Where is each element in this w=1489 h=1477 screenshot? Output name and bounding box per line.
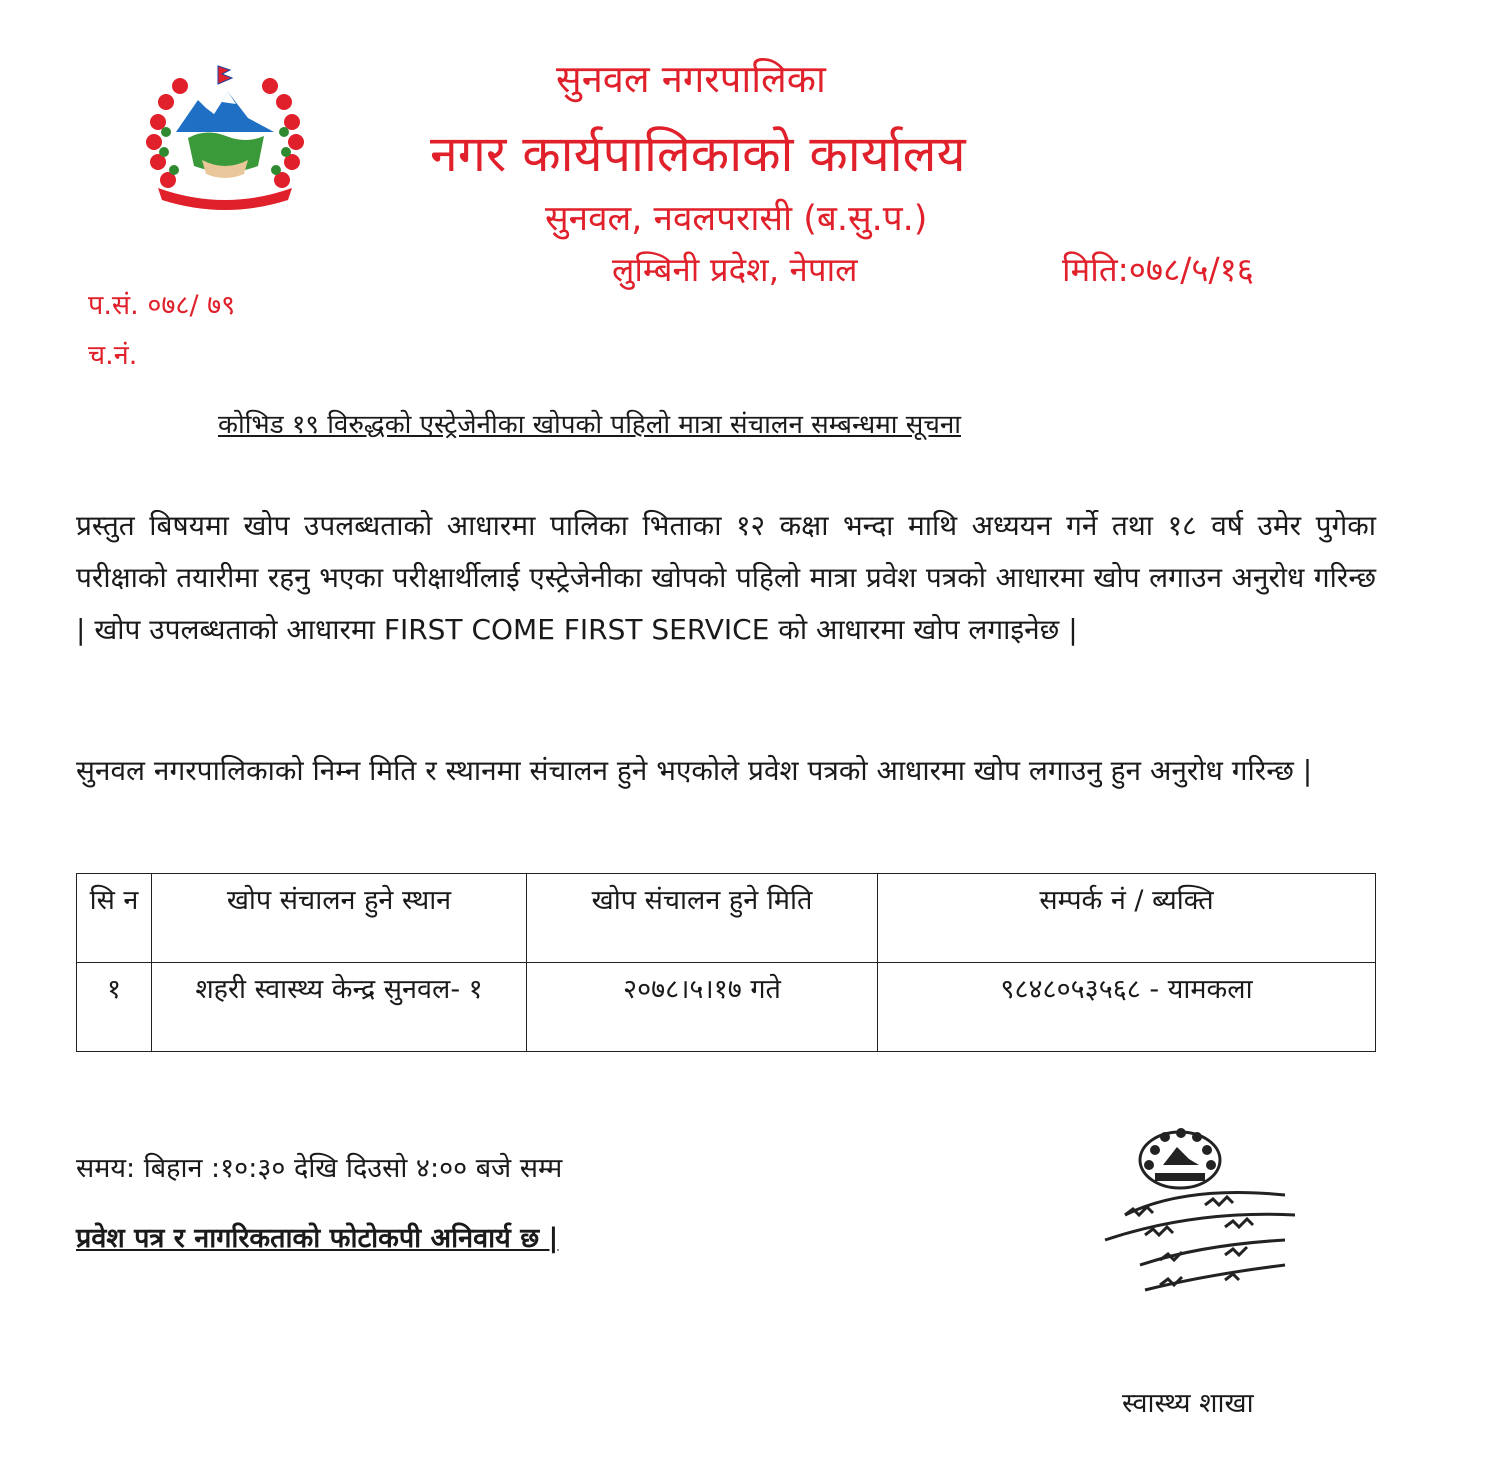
cell-location: शहरी स्वास्थ्य केन्द्र सुनवल- १ [152, 963, 527, 1052]
office-name: नगर कार्यपालिकाको कार्यालय [430, 125, 966, 183]
cell-date: २०७८।५।१७ गते [527, 963, 878, 1052]
notice-subject: कोभिड १९ विरुद्धको एस्ट्रेजेनीका खोपको पहिलो मात्रा संचालन सम्बन्धमा सूचना [218, 410, 961, 440]
office-stamp-icon [1085, 1115, 1315, 1325]
body-paragraph-2: सुनवल नगरपालिकाको निम्न मिति र स्थानमा संचालन हुने भएकोले प्रवेश पत्रको आधारमा खोप लगाउनु हुन अनुरोध गरिन्छ | [76, 754, 1313, 787]
table-row [77, 963, 1376, 1052]
body-paragraph-1: प्रस्तुत बिषयमा खोप उपलब्धताको आधारमा पालिका भिताका १२ कक्षा भन्दा माथि अध्ययन गर्ने तथा १८ वर्ष उमेर पुगेका परीक्षाको तयारीमा रहनु भएका परीक्षार्थीलाई एस्ट्रेजेनीका खोपको पहिलो मात्रा प्रवेश पत्रको आधारमा खोप लगाउन अनुरोध गरिन्छ | खोप उपलब्धताको आधारमा FIRST COME FIRST SERVICE को आधारमा खोप लगाइनेछ | [76, 509, 1376, 646]
header-location: खोप संचालन हुने स्थान [152, 874, 527, 963]
required-documents: प्रवेश पत्र र नागरिकताको फोटोकपी अनिवार्य छ | [76, 1223, 559, 1254]
office-address: सुनवल, नवलपरासी (ब.सु.प.) [545, 199, 928, 239]
service-time: समय: बिहान :१०:३० देखि दिउसो ४:०० बजे सम्म [76, 1153, 563, 1184]
nepal-government-emblem-icon [136, 62, 314, 212]
vaccination-schedule-table [76, 873, 1376, 1052]
table-header-row [77, 874, 1376, 963]
cell-serial: १ [77, 963, 152, 1052]
reference-number: प.सं. ०७८/ ७९ [88, 290, 236, 321]
header-serial: सि न [77, 874, 152, 963]
header-contact: सम्पर्क नं / ब्यक्ति [878, 874, 1376, 963]
dispatch-number: च.नं. [88, 340, 138, 371]
header-date: खोप संचालन हुने मिति [527, 874, 878, 963]
municipality-name: सुनवल नगरपालिका [556, 57, 826, 101]
province-country: लुम्बिनी प्रदेश, नेपाल [612, 250, 858, 289]
cell-contact: ९८४८०५३५६८ - यामकला [878, 963, 1376, 1052]
health-branch-signature: स्वास्थ्य शाखा [1122, 1388, 1254, 1419]
letter-date: मिति:०७८/५/१६ [1062, 250, 1254, 289]
